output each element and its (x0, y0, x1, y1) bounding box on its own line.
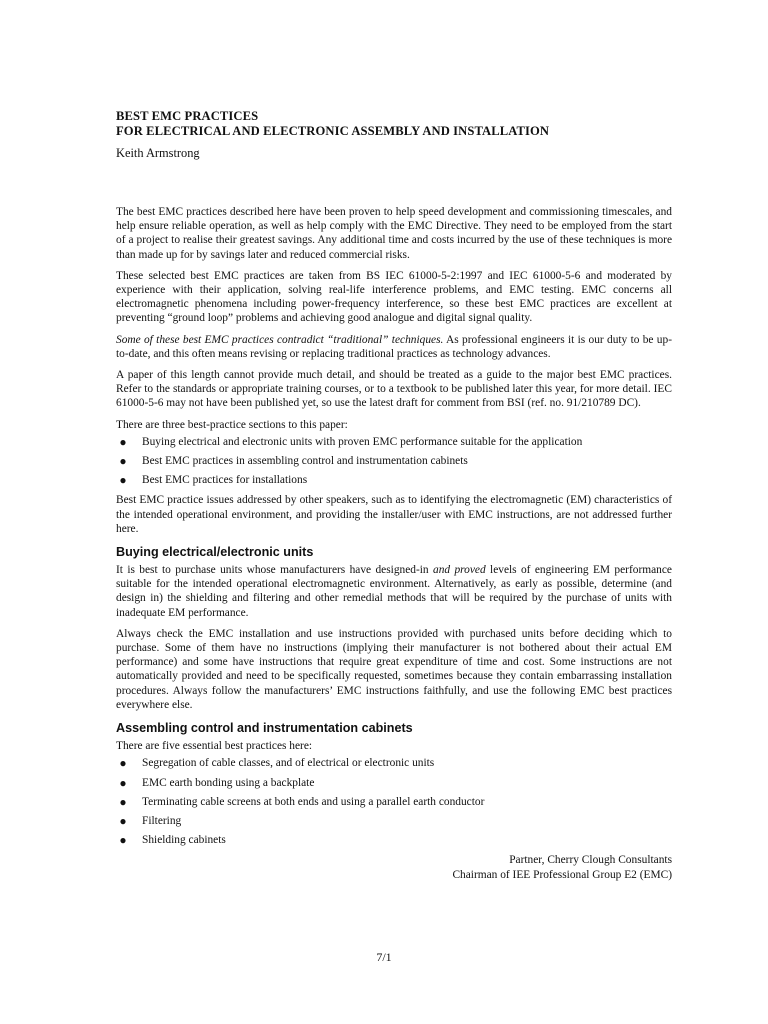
intro-paragraph-3-rest: As professional engineers it is our duty to be up-to-date, and this often means revising or replacing traditional practices as technology advances. (116, 333, 672, 360)
bullet-icon: ● (119, 775, 127, 790)
intro-paragraph-1: The best EMC practices described here have been proven to help speed development and commissioning timescales, and help ensure reliable operation, as well as help comply with the EMC Directive. They need to be employed from the start of a project to realise their greatest savings. Any additional time and costs incurred by the use of these techniques is more than made up for by savings later and reduced commercial risks. (116, 206, 672, 261)
sections-list (116, 435, 672, 488)
page-number: 7/1 (376, 950, 392, 964)
section-heading-buying: Buying electrical/electronic units (116, 545, 314, 560)
bullet-icon: ● (119, 473, 127, 488)
bullet-icon: ● (119, 434, 127, 449)
intro-paragraph-4: A paper of this length cannot provide much detail, and should be treated as a guide to the major best EMC practices. Refer to the standards or appropriate training courses, or to a textbook to be published later this year, for more detail. IEC 61000-5-6 may not have been published yet, so use the latest draft for comment from BSI (ref. no. 91/210789 DC). (116, 369, 672, 410)
list-item: ● EMC earth bonding using a backplate (116, 776, 672, 790)
bullet-icon: ● (119, 794, 127, 809)
intro-paragraph-6: Best EMC practice issues addressed by other speakers, such as to identifying the electromagnetic (EM) characteristics of the intended operational environment, and providing the installer/user with EMC instructions, are not addressed further here. (116, 494, 672, 535)
section-heading-assembling: Assembling control and instrumentation cabinets (116, 721, 413, 736)
list-item: ● Shielding cabinets (116, 833, 672, 847)
list-item: ● Buying electrical and electronic units with proven EMC performance suitable for the application (116, 435, 672, 449)
title-line-2: FOR ELECTRICAL AND ELECTRONIC ASSEMBLY AND INSTALLATION (116, 124, 550, 138)
bullet-icon: ● (119, 756, 127, 771)
list-item: ● Terminating cable screens at both ends and using a parallel earth conductor (116, 795, 672, 809)
intro-paragraph-3 (116, 333, 672, 361)
signature-line-1: Partner, Cherry Clough Consultants (509, 854, 672, 867)
bullet-icon: ● (119, 833, 127, 848)
buying-paragraph-1: It is best to purchase units whose manufacturers have designed-in and proved levels of engineering EM performance suitable for the intended operational electromagnetic environment. Alternatively, as early as possible, determine (and design in) the shielding and filtering and other remedial methods that will be required by the purchase of units with inadequate EM performance. (116, 564, 672, 619)
title-line-1: BEST EMC PRACTICES (116, 109, 259, 123)
bullet-icon: ● (119, 454, 127, 469)
signature-line-2: Chairman of IEE Professional Group E2 (EMC) (452, 868, 672, 881)
list-item: ● Best EMC practices for installations (116, 473, 672, 487)
practices-list (116, 756, 672, 847)
list-item: ● Segregation of cable classes, and of electrical or electronic units (116, 756, 672, 770)
buying-paragraph-2: Always check the EMC installation and use instructions provided with purchased units before deciding which to purchase. Some of them have no instructions (implying their manufacturer is not bothered about their actual EM performance) and some have instructions that require great expenditure of time and cost. Some instructions are not automatically provided and need to be specifically requested, sometimes because they contain embarrassing installation procedures. Always follow the manufacturers’ EMC instructions faithfully, and use the following EMC best practices everywhere else. (116, 627, 672, 711)
intro-paragraph-3-italic: Some of these best EMC practices contradict “traditional” techniques. (116, 333, 444, 346)
list-item: ● Filtering (116, 814, 672, 828)
bullet-icon: ● (119, 813, 127, 828)
list-item: ● Best EMC practices in assembling control and instrumentation cabinets (116, 454, 672, 468)
assembling-intro: There are five essential best practices here: (116, 740, 313, 753)
intro-paragraph-2: These selected best EMC practices are taken from BS IEC 61000-5-2:1997 and IEC 61000-5-6 and moderated by experience with their application, solving real-life interference problems, and EMC testing. EMC concerns all electromagnetic phenomena including power-frequency interference, so these best EMC practices are excellent at preventing “ground loop” problems and achieving good analogue and digital signal quality. (116, 269, 672, 325)
author: Keith Armstrong (116, 146, 200, 160)
intro-paragraph-5: There are three best-practice sections to this paper: (116, 418, 348, 431)
